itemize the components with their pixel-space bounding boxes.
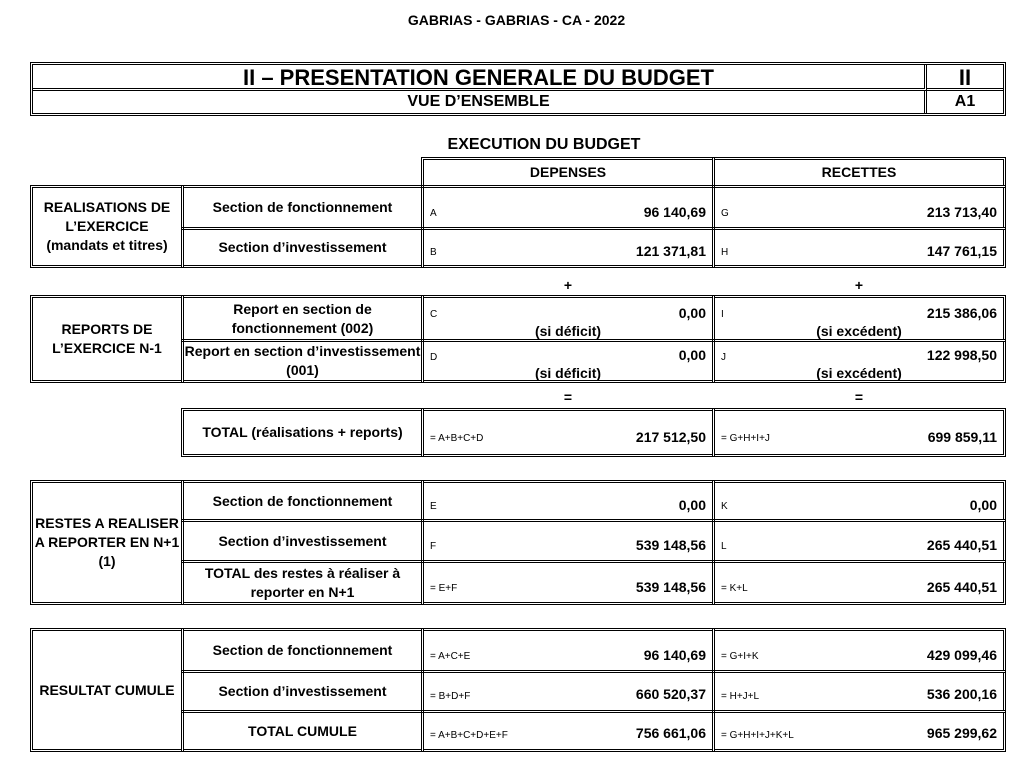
amount-code: C [430, 309, 438, 320]
group-label-realisations: REALISATIONS DE L’EXERCICE (mandats et titres) [30, 185, 184, 268]
amount-code: = A+B+C+D [430, 433, 484, 444]
amount-value: 96 140,69 [643, 204, 706, 220]
document-header: GABRIAS - GABRIAS - CA - 2022 [407, 12, 626, 28]
group-label-restes: RESTES A REALISER A REPORTER EN N+1 (1) [30, 480, 184, 605]
amount-code: J [721, 352, 726, 363]
amount-code: = G+H+I+J+K+L [721, 730, 794, 741]
page-subtitle-code: A1 [954, 93, 976, 110]
amount-code: E [430, 501, 437, 512]
amount-cell [712, 480, 1006, 522]
amount-note: (si excédent) [816, 365, 902, 381]
plus-operator: + [563, 277, 573, 293]
plus-operator: + [854, 277, 864, 293]
amount-value: 96 140,69 [643, 647, 706, 663]
group-label-reports: REPORTS DE L’EXERCICE N-1 [30, 295, 184, 383]
amount-value: 215 386,06 [926, 305, 997, 321]
amount-code: = G+I+K [721, 651, 759, 662]
amount-note: (si déficit) [534, 365, 602, 381]
row-label-total: TOTAL des restes à réaliser à reporter en N+1 [181, 560, 424, 605]
row-label: Section d’investissement [181, 227, 424, 268]
amount-code: = A+C+E [430, 651, 471, 662]
page-title-code: II [927, 65, 1003, 91]
amount-value: 0,00 [678, 305, 706, 321]
amount-note: (si excédent) [816, 323, 902, 339]
amount-cell [712, 670, 1006, 713]
amount-cell [712, 295, 1006, 342]
amount-value: 756 661,06 [635, 725, 706, 741]
amount-value: 699 859,11 [927, 429, 997, 445]
amount-cell [712, 560, 1006, 605]
row-label: Section d’investissement [181, 519, 424, 563]
amount-code: = G+H+I+J [721, 433, 770, 444]
amount-value: 121 371,81 [635, 243, 706, 259]
amount-value: 0,00 [678, 497, 706, 513]
amount-code: = A+B+C+D+E+F [430, 730, 508, 741]
amount-cell [712, 227, 1006, 268]
amount-value: 213 713,40 [926, 204, 997, 220]
amount-code: G [721, 208, 729, 219]
amount-cell [712, 408, 1006, 457]
amount-code: L [721, 541, 727, 552]
amount-code: = H+J+L [721, 691, 760, 702]
amount-cell [421, 628, 715, 673]
amount-value: 536 200,16 [926, 686, 997, 702]
amount-cell [712, 710, 1006, 752]
amount-value: 217 512,50 [635, 429, 706, 445]
amount-value: 122 998,50 [926, 347, 997, 363]
row-label: Section de fonctionnement [181, 628, 424, 673]
amount-note: (si déficit) [534, 323, 602, 339]
amount-cell [421, 295, 715, 342]
row-label: Report en section d’investissement (001) [181, 339, 424, 383]
amount-cell [421, 339, 715, 383]
amount-value: 0,00 [969, 497, 997, 513]
amount-value: 429 099,46 [926, 647, 997, 663]
row-label: Section d’investissement [181, 670, 424, 713]
group-label-resultat: RESULTAT CUMULE [30, 628, 184, 752]
amount-value: 539 148,56 [635, 579, 706, 595]
amount-cell [712, 339, 1006, 383]
row-label-total: TOTAL (réalisations + reports) [181, 408, 424, 457]
amount-cell [421, 670, 715, 713]
amount-cell [712, 628, 1006, 673]
amount-cell [421, 185, 715, 230]
equals-operator: = [563, 389, 573, 405]
amount-value: 147 761,15 [926, 243, 997, 259]
row-label: Section de fonctionnement [181, 185, 424, 230]
row-label: Report en section de fonctionnement (002) [181, 295, 424, 342]
row-label-total: TOTAL CUMULE [181, 710, 424, 752]
amount-cell [421, 408, 715, 457]
amount-cell [421, 480, 715, 522]
amount-code: A [430, 208, 437, 219]
column-header-depenses: DEPENSES [421, 157, 715, 188]
amount-code: = E+F [430, 583, 458, 594]
amount-code: B [430, 247, 437, 258]
amount-value: 265 440,51 [926, 579, 997, 595]
amount-code: = B+D+F [430, 691, 471, 702]
amount-cell [712, 185, 1006, 230]
amount-code: D [430, 352, 438, 363]
page-subtitle: VUE D’ENSEMBLE [33, 91, 927, 113]
amount-code: F [430, 541, 437, 552]
amount-value: 539 148,56 [635, 537, 706, 553]
amount-cell [421, 560, 715, 605]
amount-value: 660 520,37 [635, 686, 706, 702]
equals-operator: = [854, 389, 864, 405]
amount-value: 265 440,51 [926, 537, 997, 553]
column-header-recettes: RECETTES [712, 157, 1006, 188]
page-title: II – PRESENTATION GENERALE DU BUDGET [33, 65, 927, 91]
amount-value: 965 299,62 [926, 725, 997, 741]
amount-code: = K+L [721, 583, 748, 594]
amount-code: I [721, 309, 724, 320]
amount-cell [712, 519, 1006, 563]
row-label: Section de fonctionnement [181, 480, 424, 522]
amount-code: H [721, 247, 729, 258]
amount-value: 0,00 [678, 347, 706, 363]
amount-cell [421, 710, 715, 752]
amount-code: K [721, 501, 728, 512]
amount-cell [421, 227, 715, 268]
amount-cell [421, 519, 715, 563]
title-box [30, 62, 1006, 116]
section-title: EXECUTION DU BUDGET [447, 136, 641, 153]
